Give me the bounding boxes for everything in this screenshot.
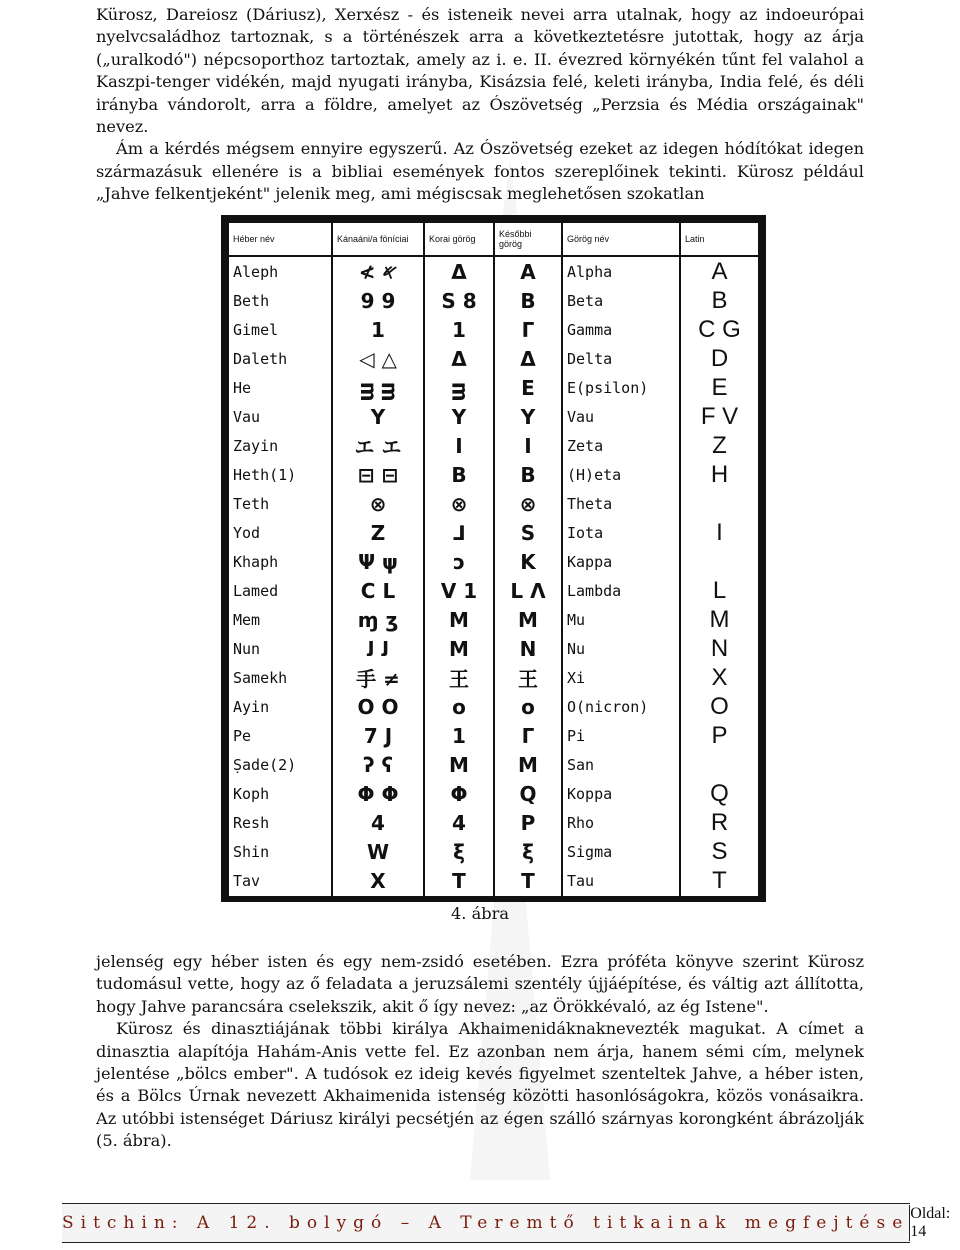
table-header-row xyxy=(228,222,759,256)
phoenician-cell: Z xyxy=(332,518,424,547)
phoenician-cell: ⊗ xyxy=(332,489,424,518)
early-greek-cell: ⅃ xyxy=(424,518,494,547)
latin-cell: C G xyxy=(680,315,759,344)
latin-cell: N xyxy=(680,634,759,663)
header-hebrew-name: Héber név xyxy=(228,222,332,256)
table-row xyxy=(228,518,759,547)
greek-name-cell: E(psilon) xyxy=(562,373,680,402)
table-row xyxy=(228,489,759,518)
latin-cell: Z xyxy=(680,431,759,460)
table-row xyxy=(228,634,759,663)
table-row xyxy=(228,256,759,286)
early-greek-cell: ⊗ xyxy=(424,489,494,518)
table-row xyxy=(228,547,759,576)
greek-name-cell: Rho xyxy=(562,809,680,838)
hebrew-name-cell: Heth(1) xyxy=(228,460,332,489)
phoenician-cell: C L xyxy=(332,576,424,605)
greek-name-cell: San xyxy=(562,751,680,780)
table-row xyxy=(228,315,759,344)
greek-name-cell: O(nicron) xyxy=(562,692,680,721)
early-greek-cell: Y xyxy=(424,402,494,431)
later-greek-cell: Γ xyxy=(494,722,562,751)
latin-cell: S xyxy=(680,838,759,867)
early-greek-cell: M xyxy=(424,634,494,663)
table-row xyxy=(228,431,759,460)
latin-cell: T xyxy=(680,867,759,896)
phoenician-cell: エ エ xyxy=(332,431,424,460)
table-row xyxy=(228,663,759,692)
later-greek-cell: Q xyxy=(494,780,562,809)
early-greek-cell: I xyxy=(424,431,494,460)
greek-name-cell: Sigma xyxy=(562,838,680,867)
latin-cell: X xyxy=(680,663,759,692)
table-row xyxy=(228,838,759,867)
later-greek-cell: o xyxy=(494,692,562,721)
top-text-block xyxy=(96,4,864,206)
later-greek-cell: P xyxy=(494,809,562,838)
latin-cell: A xyxy=(680,256,759,286)
latin-cell: H xyxy=(680,460,759,489)
latin-cell: D xyxy=(680,344,759,373)
table-row xyxy=(228,286,759,315)
later-greek-cell: S xyxy=(494,518,562,547)
hebrew-name-cell: He xyxy=(228,373,332,402)
table-row xyxy=(228,576,759,605)
hebrew-name-cell: Gimel xyxy=(228,315,332,344)
greek-name-cell: Xi xyxy=(562,663,680,692)
hebrew-name-cell: Yod xyxy=(228,518,332,547)
later-greek-cell: A xyxy=(494,256,562,286)
table-row xyxy=(228,867,759,896)
phoenician-cell: X xyxy=(332,867,424,896)
phoenician-cell: 1 xyxy=(332,315,424,344)
greek-name-cell: Mu xyxy=(562,605,680,634)
table-row xyxy=(228,722,759,751)
greek-name-cell: Lambda xyxy=(562,576,680,605)
greek-name-cell: Gamma xyxy=(562,315,680,344)
early-greek-cell: Φ xyxy=(424,780,494,809)
early-greek-cell: o xyxy=(424,692,494,721)
early-greek-cell: Δ xyxy=(424,344,494,373)
greek-name-cell: Koppa xyxy=(562,780,680,809)
hebrew-name-cell: Teth xyxy=(228,489,332,518)
header-phoenician: Kánaáni/a föníciai xyxy=(332,222,424,256)
table-row xyxy=(228,751,759,780)
later-greek-cell: K xyxy=(494,547,562,576)
hebrew-name-cell: Koph xyxy=(228,780,332,809)
later-greek-cell: Γ xyxy=(494,315,562,344)
later-greek-cell: L Λ xyxy=(494,576,562,605)
phoenician-cell: 7 J xyxy=(332,722,424,751)
early-greek-cell: 1 xyxy=(424,722,494,751)
latin-cell xyxy=(680,751,759,780)
page-footer xyxy=(62,1203,951,1243)
phoenician-cell: O O xyxy=(332,692,424,721)
hebrew-name-cell: Ṣade(2) xyxy=(228,751,332,780)
hebrew-name-cell: Resh xyxy=(228,809,332,838)
table-row xyxy=(228,460,759,489)
alphabet-comparison-figure xyxy=(221,215,766,902)
greek-name-cell: Theta xyxy=(562,489,680,518)
latin-cell: L xyxy=(680,576,759,605)
hebrew-name-cell: Nun xyxy=(228,634,332,663)
greek-name-cell: Pi xyxy=(562,722,680,751)
early-greek-cell: M xyxy=(424,751,494,780)
hebrew-name-cell: Ayin xyxy=(228,692,332,721)
hebrew-name-cell: Samekh xyxy=(228,663,332,692)
bottom-text-block xyxy=(96,951,864,1153)
footer-page-number: Oldal: 14 xyxy=(910,1205,951,1240)
hebrew-name-cell: Mem xyxy=(228,605,332,634)
greek-name-cell: Iota xyxy=(562,518,680,547)
early-greek-cell: 王 xyxy=(424,663,494,692)
early-greek-cell: B xyxy=(424,460,494,489)
latin-cell: O xyxy=(680,692,759,721)
early-greek-cell: T xyxy=(424,867,494,896)
phoenician-cell: Φ Φ xyxy=(332,780,424,809)
latin-cell: I xyxy=(680,518,759,547)
later-greek-cell: M xyxy=(494,605,562,634)
greek-name-cell: Alpha xyxy=(562,256,680,286)
header-early-greek: Korai görög xyxy=(424,222,494,256)
phoenician-cell: ᴟ ᴟ xyxy=(332,373,424,402)
phoenician-cell: 手 ≠ xyxy=(332,663,424,692)
latin-cell: P xyxy=(680,722,759,751)
paragraph: Kürosz, Dareiosz (Dáriusz), Xerxész - és isteneik nevei arra utalnak, hogy az indoeurópai nyelvcsaládhoz tartoznak, s a történészek arra a következtetésre jutottak, hogy az árja („uralkodó") népcsoporthoz tartoztak, amely az i. e. II. évezred környékén tűnt fel valahol a Kaszpi-tenger vidékén, majd nyugati irányba, Kisázsia felé, keleti irányba, India felé, és déli irányba vándorolt, arra a földre, amelyet az Ószövetség „Perzsia és Média országainak" nevez. xyxy=(96,5,864,137)
hebrew-name-cell: Tav xyxy=(228,867,332,896)
table-row xyxy=(228,605,759,634)
later-greek-cell: I xyxy=(494,431,562,460)
hebrew-name-cell: Lamed xyxy=(228,576,332,605)
phoenician-cell: ≮ 𐤀 xyxy=(332,256,424,286)
later-greek-cell: ξ xyxy=(494,838,562,867)
header-greek-name: Görög név xyxy=(562,222,680,256)
latin-cell: B xyxy=(680,286,759,315)
figure-caption: 4. ábra xyxy=(451,904,509,923)
early-greek-cell: M xyxy=(424,605,494,634)
latin-cell xyxy=(680,547,759,576)
table-row xyxy=(228,692,759,721)
hebrew-name-cell: Beth xyxy=(228,286,332,315)
phoenician-cell: Ψ ψ xyxy=(332,547,424,576)
table-row xyxy=(228,809,759,838)
later-greek-cell: B xyxy=(494,286,562,315)
paragraph: Kürosz és dinasztiájának többi királya Akhaimenidáknaknevezték magukat. A címet a dinasztia alapítója Hahám-Anis vette fel. Ez azonban nem árja, hanem sémi cím, melynek jelentése „bölcs ember". A tudósok ez ideig kevés figyelmet szenteltek Jahve, a héber isten, és a Bölcs Úrnak nevezett Akhaimenida istenség közötti hasonlóságokra, közös vonásaikra. Az utóbbi istenséget Dáriusz királyi pecsétjén az égen szálló szárnyas korongként ábrázolják (5. ábra). xyxy=(96,1019,864,1151)
early-greek-cell: ᴟ xyxy=(424,373,494,402)
paragraph: jelenség egy héber isten és egy nem-zsidó esetében. Ezra próféta könyve szerint Kürosz tudomásul vette, hogy az ő feladata a jeruzsálemi szentély újjáépítése, és váltig azt állította, hogy Jahve parancsára cselekszik, akit ő így nevez: „az Örökkévaló, az ég Istene". xyxy=(96,952,864,1016)
greek-name-cell: (H)eta xyxy=(562,460,680,489)
table-row xyxy=(228,402,759,431)
later-greek-cell: ⊗ xyxy=(494,489,562,518)
greek-name-cell: Delta xyxy=(562,344,680,373)
phoenician-cell: ◁ △ xyxy=(332,344,424,373)
phoenician-cell: ʔ ʕ xyxy=(332,751,424,780)
hebrew-name-cell: Vau xyxy=(228,402,332,431)
phoenician-cell: ɱ ʒ xyxy=(332,605,424,634)
later-greek-cell: B xyxy=(494,460,562,489)
hebrew-name-cell: Aleph xyxy=(228,256,332,286)
paragraph: Ám a kérdés mégsem ennyire egyszerű. Az Ószövetség ezeket az idegen hódítókat idegen származásuk ellenére is a bibliai események fontos szereplőinek tekinti. Kürosz például „Jahve felkentjeként" jelenik meg, ami mégiscsak meglehetősen szokatlan xyxy=(96,139,864,204)
latin-cell: E xyxy=(680,373,759,402)
later-greek-cell: N xyxy=(494,634,562,663)
header-later-greek: Későbbi görög xyxy=(494,222,562,256)
table-row xyxy=(228,344,759,373)
hebrew-name-cell: Khaph xyxy=(228,547,332,576)
phoenician-cell: ﻟ ﻟ xyxy=(332,634,424,663)
early-greek-cell: V 1 xyxy=(424,576,494,605)
later-greek-cell: T xyxy=(494,867,562,896)
alphabet-table xyxy=(227,221,760,896)
latin-cell xyxy=(680,489,759,518)
phoenician-cell: 4 xyxy=(332,809,424,838)
early-greek-cell: 4 xyxy=(424,809,494,838)
latin-cell: F V xyxy=(680,402,759,431)
footer-book-title: Sitchin: A 12. bolygó – A Teremtő titkainak megfejtése xyxy=(62,1213,910,1233)
table-row xyxy=(228,780,759,809)
latin-cell: R xyxy=(680,809,759,838)
later-greek-cell: E xyxy=(494,373,562,402)
hebrew-name-cell: Pe xyxy=(228,722,332,751)
greek-name-cell: Zeta xyxy=(562,431,680,460)
hebrew-name-cell: Zayin xyxy=(228,431,332,460)
early-greek-cell: ↄ xyxy=(424,547,494,576)
greek-name-cell: Vau xyxy=(562,402,680,431)
greek-name-cell: Tau xyxy=(562,867,680,896)
hebrew-name-cell: Daleth xyxy=(228,344,332,373)
greek-name-cell: Kappa xyxy=(562,547,680,576)
phoenician-cell: 9 9 xyxy=(332,286,424,315)
later-greek-cell: Y xyxy=(494,402,562,431)
later-greek-cell: 王 xyxy=(494,663,562,692)
hebrew-name-cell: Shin xyxy=(228,838,332,867)
phoenician-cell: ⊟ ⊟ xyxy=(332,460,424,489)
later-greek-cell: Δ xyxy=(494,344,562,373)
greek-name-cell: Nu xyxy=(562,634,680,663)
latin-cell: M xyxy=(680,605,759,634)
greek-name-cell: Beta xyxy=(562,286,680,315)
phoenician-cell: W xyxy=(332,838,424,867)
header-latin: Latin xyxy=(680,222,759,256)
early-greek-cell: S 8 xyxy=(424,286,494,315)
early-greek-cell: 1 xyxy=(424,315,494,344)
latin-cell: Q xyxy=(680,780,759,809)
alphabet-table-body xyxy=(228,256,759,896)
early-greek-cell: ξ xyxy=(424,838,494,867)
table-row xyxy=(228,373,759,402)
later-greek-cell: M xyxy=(494,751,562,780)
early-greek-cell: Δ xyxy=(424,256,494,286)
phoenician-cell: Y xyxy=(332,402,424,431)
